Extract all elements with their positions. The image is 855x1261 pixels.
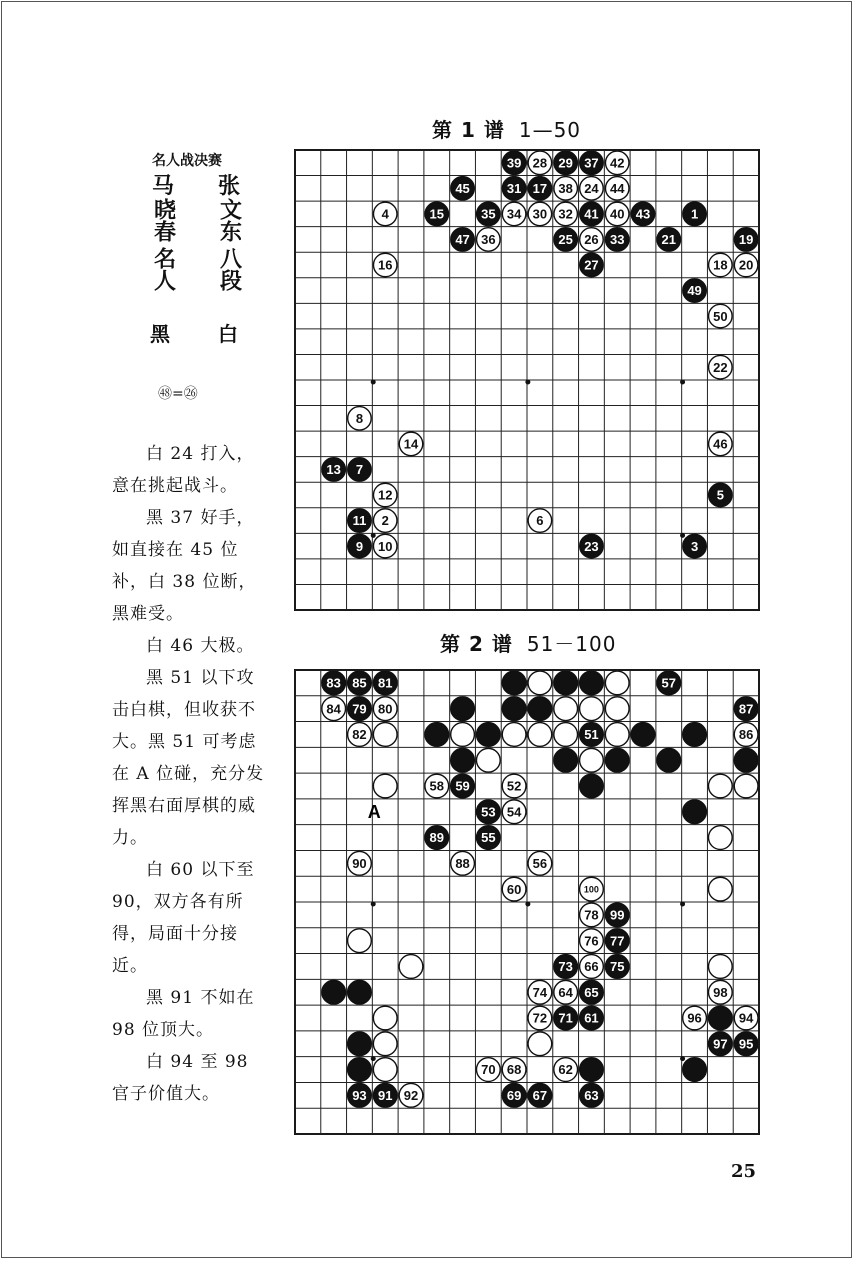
black-stone (554, 955, 578, 979)
move-number: 80 (377, 701, 393, 717)
black-stone (348, 1058, 372, 1082)
white-stone (708, 774, 732, 798)
diagram-1-title (432, 114, 581, 143)
white-stone (476, 1058, 500, 1082)
move-number: 79 (352, 701, 367, 717)
white-stone (451, 723, 475, 747)
move-number: 2 (381, 513, 389, 529)
white-stone (554, 1058, 578, 1082)
black-stone (528, 1083, 552, 1107)
move-number: 86 (738, 727, 754, 743)
move-number: 21 (661, 232, 677, 248)
white-stone (708, 980, 732, 1004)
move-number: 91 (377, 1088, 393, 1104)
move-number: 42 (609, 155, 625, 171)
star-point (525, 380, 530, 385)
move-number: 64 (558, 984, 573, 1000)
move-number: 24 (584, 181, 599, 197)
black-stone (322, 458, 346, 482)
move-number: 35 (481, 206, 496, 222)
white-stone (605, 723, 629, 747)
white-stone (528, 851, 552, 875)
move-number: 87 (738, 701, 754, 717)
black-stone (580, 671, 604, 695)
white-stone (580, 697, 604, 721)
white-stone (348, 929, 372, 953)
black-stone (348, 671, 372, 695)
move-number: 68 (506, 1062, 522, 1078)
white-stone (709, 355, 733, 379)
move-number: 85 (352, 675, 367, 691)
white-stone (709, 304, 733, 328)
black-stone (451, 228, 475, 252)
diagram-2-range: 51－100 (526, 632, 617, 656)
black-stone (477, 202, 501, 226)
star-point (680, 902, 685, 907)
move-number: 22 (713, 359, 728, 375)
black-stone (708, 1006, 732, 1030)
move-number: 55 (481, 830, 496, 846)
move-number: 81 (377, 675, 393, 691)
black-stone (554, 748, 578, 772)
white-stone (528, 1032, 552, 1056)
move-number: 14 (403, 436, 419, 452)
position-mark: A (367, 802, 381, 823)
black-rank: 名人 (150, 247, 177, 291)
black-color-label: 黑 (150, 322, 170, 346)
black-stone (657, 671, 681, 695)
move-number: 30 (532, 206, 548, 222)
black-stone (348, 980, 372, 1004)
black-stone (502, 151, 526, 175)
move-number: 26 (584, 232, 599, 248)
white-stone (554, 697, 578, 721)
black-stone (580, 253, 604, 277)
black-stone (425, 202, 449, 226)
move-number: 65 (584, 984, 599, 1000)
star-point (371, 533, 376, 538)
white-stone (554, 202, 578, 226)
black-stone (734, 1032, 758, 1056)
black-stone (425, 826, 449, 850)
move-number: 97 (713, 1036, 728, 1052)
move-number: 13 (326, 462, 341, 478)
white-stone (605, 202, 629, 226)
move-number: 72 (532, 1010, 548, 1026)
move-number: 93 (352, 1088, 367, 1104)
move-number: 94 (738, 1010, 754, 1026)
white-stone (580, 955, 604, 979)
black-stone (373, 1083, 397, 1107)
diagram-1-range: 1—50 (518, 118, 582, 142)
white-stone (580, 748, 604, 772)
move-number: 18 (713, 257, 728, 273)
black-stone (657, 228, 681, 252)
move-number: 20 (738, 257, 754, 273)
white-color-label: 白 (218, 322, 238, 346)
move-number: 11 (352, 513, 367, 529)
comment-paragraph: 白 24 打入，意在挑起战斗。 (112, 444, 255, 496)
white-stone (734, 723, 758, 747)
white-stone (580, 228, 604, 252)
black-stone (683, 723, 707, 747)
white-stone (322, 697, 346, 721)
star-point (680, 533, 685, 538)
black-stone (348, 458, 372, 482)
black-stone (580, 1058, 604, 1082)
black-stone (631, 202, 655, 226)
white-stone (373, 1032, 397, 1056)
white-stone (502, 877, 526, 901)
white-stone (605, 151, 629, 175)
black-stone (734, 748, 758, 772)
move-number: 27 (584, 257, 599, 273)
white-stone (399, 1083, 423, 1107)
move-number: 74 (532, 984, 548, 1000)
ko-note: ㊽=㉖ (158, 386, 198, 402)
move-number: 59 (455, 778, 470, 794)
white-stone (709, 253, 733, 277)
black-stone (605, 955, 629, 979)
black-stone (580, 980, 604, 1004)
white-stone (605, 177, 629, 201)
move-number: 41 (584, 206, 599, 222)
white-stone (528, 980, 552, 1004)
white-stone (502, 800, 526, 824)
commentary (112, 438, 272, 1110)
white-stone (734, 253, 758, 277)
white-stone (373, 483, 397, 507)
move-number: 67 (532, 1088, 548, 1104)
black-stone (425, 723, 449, 747)
black-stone (373, 671, 397, 695)
move-number: 15 (429, 206, 445, 222)
move-number: 71 (558, 1010, 573, 1026)
black-stone (734, 697, 758, 721)
white-stone (348, 851, 372, 875)
move-number: 56 (532, 856, 548, 872)
black-stone (451, 774, 475, 798)
move-number: 12 (377, 487, 393, 503)
white-stone (554, 980, 578, 1004)
move-number: 6 (536, 513, 544, 529)
black-stone (709, 483, 733, 507)
diagram-2-name: 第 2 谱 (440, 632, 513, 656)
move-number: 28 (532, 155, 548, 171)
star-point (371, 380, 376, 385)
white-stone (425, 774, 449, 798)
move-number: 58 (429, 778, 445, 794)
white-rank: 八段 (216, 247, 243, 291)
black-given-name: 晓春 (150, 198, 177, 242)
black-stone (605, 903, 629, 927)
black-stone (528, 177, 552, 201)
black-stone (580, 774, 604, 798)
move-number: 90 (352, 856, 367, 872)
comment-paragraph: 白 46 大极。 (146, 636, 255, 656)
black-stone (631, 723, 655, 747)
white-stone (580, 903, 604, 927)
black-stone (683, 800, 707, 824)
black-stone (554, 228, 578, 252)
black-stone (322, 671, 346, 695)
white-stone (528, 723, 552, 747)
white-stone (605, 671, 629, 695)
black-stone (528, 697, 552, 721)
move-number: 53 (481, 804, 496, 820)
move-number: 39 (506, 155, 522, 171)
black-stone (502, 697, 526, 721)
black-stone (580, 1083, 604, 1107)
black-stone (683, 1058, 707, 1082)
move-number: 96 (687, 1010, 702, 1026)
black-stone (502, 177, 526, 201)
page-number: 25 (731, 1161, 757, 1182)
move-number: 5 (716, 487, 724, 503)
white-stone (708, 826, 732, 850)
move-number: 32 (558, 206, 573, 222)
move-number: 44 (609, 181, 625, 197)
star-point (680, 1056, 685, 1061)
white-stone (528, 202, 552, 226)
move-number: 23 (584, 538, 599, 554)
black-stone (708, 1032, 732, 1056)
move-number: 7 (355, 462, 364, 478)
move-number: 37 (584, 155, 599, 171)
move-number: 57 (661, 675, 677, 691)
move-number: 38 (558, 181, 573, 197)
move-number: 4 (381, 206, 389, 222)
move-number: 8 (355, 411, 364, 427)
move-number: 75 (609, 959, 625, 975)
go-diagram-1 (291, 146, 763, 614)
white-stone (734, 1006, 758, 1030)
move-number: 29 (558, 155, 573, 171)
move-number: 19 (738, 232, 754, 248)
black-stone (580, 1006, 604, 1030)
black-stone (554, 151, 578, 175)
move-number: 82 (352, 727, 367, 743)
white-stone (502, 1058, 526, 1082)
white-stone (348, 723, 372, 747)
move-number: 62 (558, 1062, 573, 1078)
move-number: 33 (609, 232, 625, 248)
white-stone (502, 774, 526, 798)
black-stone (580, 202, 604, 226)
move-number: 36 (481, 232, 496, 248)
white-stone (708, 955, 732, 979)
white-stone (605, 697, 629, 721)
black-stone (554, 1006, 578, 1030)
black-stone (580, 723, 604, 747)
move-number: 9 (355, 538, 364, 554)
move-number: 77 (609, 933, 625, 949)
diagram-2-title (440, 628, 616, 657)
white-stone (528, 1006, 552, 1030)
diagram-1-name: 第 1 谱 (432, 118, 505, 142)
comment-paragraph: 白 60 以下至 90，双方各有所得，局面十分接近。 (112, 860, 255, 976)
move-number: 43 (635, 206, 651, 222)
white-stone (528, 151, 552, 175)
black-stone (348, 697, 372, 721)
move-number: 73 (558, 959, 573, 975)
white-stone (451, 851, 475, 875)
move-number: 54 (506, 804, 522, 820)
move-number: 46 (713, 436, 728, 452)
white-stone (502, 202, 526, 226)
white-stone (708, 877, 732, 901)
move-number: 60 (506, 881, 522, 897)
comment-paragraph: 白 94 至 98 官子价值大。 (112, 1052, 249, 1104)
white-stone (373, 774, 397, 798)
black-stone (348, 534, 372, 558)
black-stone (348, 1083, 372, 1107)
white-stone (477, 228, 501, 252)
black-stone (348, 509, 372, 533)
white-player-name (216, 175, 242, 296)
black-stone (502, 671, 526, 695)
black-stone (451, 748, 475, 772)
comment-paragraph: 黑 91 不如在 98 位顶大。 (112, 988, 255, 1040)
comment-paragraph: 黑 51 以下攻击白棋，但收获不大。黑 51 可考虑在 A 位碰，充分发挥黑右面厚棋的威力。 (112, 668, 265, 848)
move-number: 34 (506, 206, 522, 222)
move-number: 99 (609, 907, 625, 923)
black-stone (605, 748, 629, 772)
black-stone (580, 151, 604, 175)
black-stone (554, 671, 578, 695)
white-stone (373, 534, 397, 558)
white-stone (502, 723, 526, 747)
white-stone (373, 253, 397, 277)
move-number: 3 (690, 538, 699, 554)
white-stone (683, 1006, 707, 1030)
move-number: 10 (377, 538, 393, 554)
move-number: 50 (713, 308, 728, 324)
star-point (525, 902, 530, 907)
comment-paragraph: 黑 37 好手，如直接在 45 位补，白 38 位断，黑难受。 (112, 508, 257, 624)
move-number: 84 (326, 701, 341, 717)
move-number: 70 (481, 1062, 496, 1078)
move-number: 98 (713, 984, 728, 1000)
move-number: 95 (738, 1036, 754, 1052)
move-number: 51 (584, 727, 599, 743)
move-number: 31 (506, 181, 522, 197)
black-stone (734, 228, 758, 252)
white-stone (399, 432, 423, 456)
white-stone (476, 748, 500, 772)
go-diagram-2 (291, 666, 763, 1138)
star-point (371, 902, 376, 907)
move-number: 49 (687, 283, 702, 299)
white-stone (734, 774, 758, 798)
move-number: 25 (558, 232, 573, 248)
white-stone (709, 432, 733, 456)
white-stone (580, 177, 604, 201)
move-number: 83 (326, 675, 341, 691)
event-name: 名人战决赛 (152, 153, 222, 169)
black-stone (451, 697, 475, 721)
black-surname: 马 (151, 173, 174, 199)
move-number: 63 (584, 1088, 599, 1104)
black-stone (657, 748, 681, 772)
star-point (680, 380, 685, 385)
move-number: 76 (584, 933, 599, 949)
white-stone (373, 509, 397, 533)
black-stone (502, 1083, 526, 1107)
black-stone (580, 534, 604, 558)
move-number: 100 (583, 884, 599, 895)
move-number: 16 (377, 257, 393, 273)
move-number: 40 (609, 206, 625, 222)
move-number: 89 (429, 830, 445, 846)
white-stone (580, 877, 604, 901)
black-stone (605, 929, 629, 953)
white-stone (373, 1006, 397, 1030)
star-point (371, 1056, 376, 1061)
white-given-name: 文东 (216, 198, 243, 242)
white-surname: 张 (217, 173, 240, 199)
white-stone (399, 955, 423, 979)
move-number: 45 (455, 181, 470, 197)
move-number: 78 (584, 907, 599, 923)
black-stone (683, 202, 707, 226)
black-stone (348, 1032, 372, 1056)
white-stone (373, 202, 397, 226)
black-player-name (150, 175, 176, 296)
black-stone (683, 279, 707, 303)
white-stone (373, 723, 397, 747)
black-stone (476, 723, 500, 747)
black-stone (322, 980, 346, 1004)
move-number: 47 (455, 232, 470, 248)
white-stone (528, 509, 552, 533)
move-number: 1 (690, 206, 699, 222)
white-stone (373, 697, 397, 721)
white-stone (348, 407, 372, 431)
move-number: 17 (532, 181, 548, 197)
move-number: 61 (584, 1010, 599, 1026)
black-stone (451, 177, 475, 201)
white-stone (528, 671, 552, 695)
black-stone (605, 228, 629, 252)
move-number: 66 (584, 959, 599, 975)
black-stone (683, 534, 707, 558)
black-stone (476, 826, 500, 850)
white-stone (580, 929, 604, 953)
move-number: 52 (506, 778, 522, 794)
black-stone (476, 800, 500, 824)
move-number: 69 (506, 1088, 522, 1104)
white-stone (554, 177, 578, 201)
move-number: 92 (403, 1088, 419, 1104)
white-stone (554, 723, 578, 747)
move-number: 88 (455, 856, 470, 872)
white-stone (373, 1058, 397, 1082)
